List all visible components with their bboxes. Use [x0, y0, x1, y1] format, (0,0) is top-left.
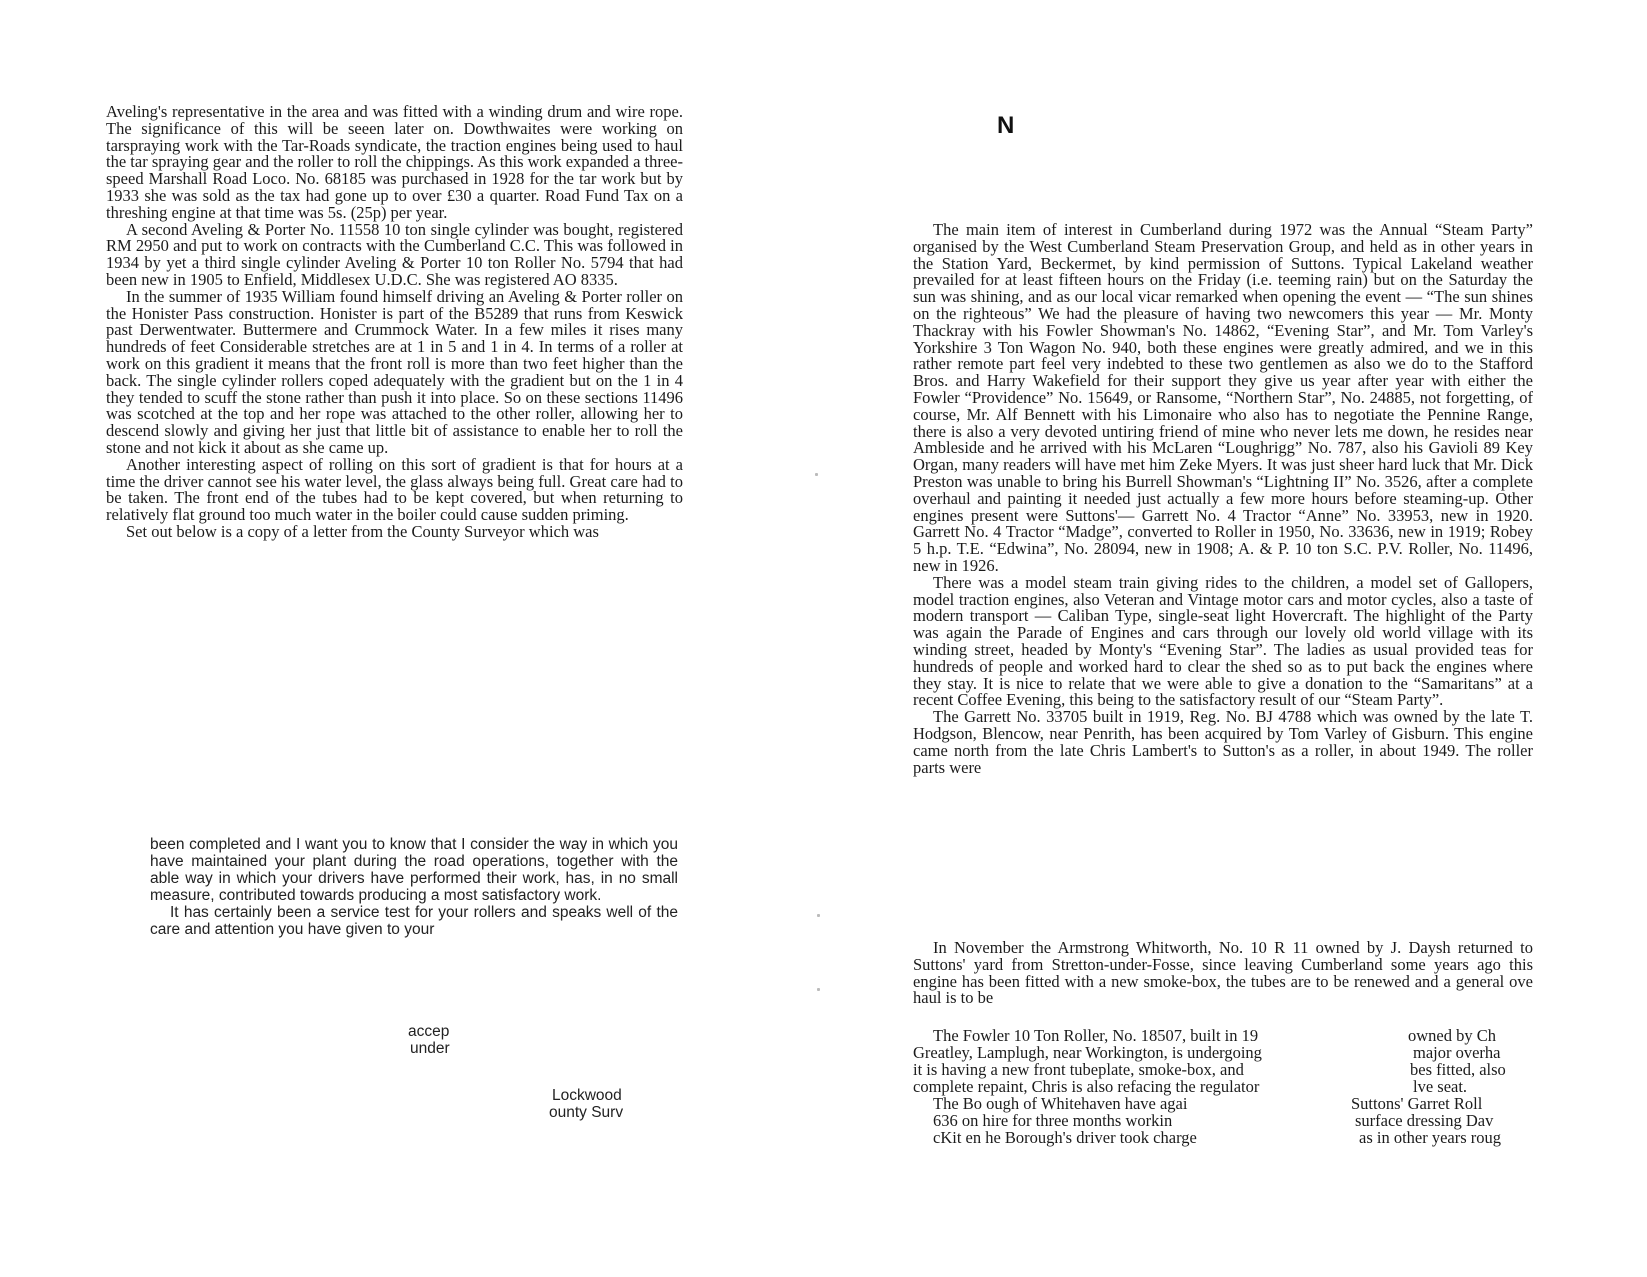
- paragraph: A second Aveling & Porter No. 11558 10 ton single cylinder was bought, registered RM 2950 and put to work on contracts with the Cumberland C.C. This was followed in 1934 by yet a third single cylinder Aveling & Porter 10 ton Roller No. 5794 that had been new in 1905 to Enfield, Middlesex U.D.C. She was registered AO 8335.: [106, 219, 683, 289]
- letter-signature-title: ounty Surv: [549, 1104, 624, 1121]
- section-initial: N: [997, 112, 1015, 139]
- fragment-line: Suttons' Garret Roll: [1351, 1094, 1483, 1113]
- left-page: [0, 0, 820, 1277]
- left-article-column: [106, 104, 683, 541]
- fragment-line: complete repaint, Chris is also refacing the regulator: [913, 1077, 1260, 1096]
- fragment-line: owned by Ch: [1408, 1026, 1496, 1045]
- paragraph: Set out below is a copy of a letter from the County Surveyor which was: [126, 521, 599, 541]
- paragraph: Another interesting aspect of rolling on this sort of gradient is that for hours at a time the driver cannot see his water level, the glass always being full. Great care had to be taken. The front end of the tubes had to be kept covered, but when returning to relatively flat ground too much water in the boiler could cause sudden priming.: [106, 454, 683, 525]
- letter-paragraph: It has certainly been a service test for your rollers and speaks well of the care and attention you have given to your: [150, 904, 678, 938]
- right-article-column: [913, 222, 1533, 776]
- november-paragraph-block: [913, 940, 1533, 1007]
- fragment-line: cKit en he Borough's driver took charge: [933, 1128, 1197, 1147]
- paragraph: In November the Armstrong Whitworth, No. 10 R 11 owned by J. Daysh returned to Suttons' yard from Stretton-under-Fosse, since leaving Cumberland some years ago this engine has been fitted with a new smoke-box, the tubes are to be renewed and a general ove haul is to be: [913, 938, 1533, 1008]
- paragraph: In the summer of 1935 William found himself driving an Aveling & Porter roller on the Honister Pass construction. Honister is part of the B5289 that runs from Keswick past Derwentwater. Buttermere and Crummock Water. In a few miles it rises many hundreds of feet Considerable stretches are at 1 in 5 and 1 in 4. In terms of a roller at work on this gradient it means that the front roll is more than two feet higher than the back. The single cylinder rollers coped adequately with the gradient but on the 1 in 4 they tended to scuff the stone rather than push it into place. So on these sections 11496 was scotched at the top and her rope was attached to the other roller, allowing her to descend slowly and giving her just that little bit of assistance to enable her to roll the stone and not kick it about as she came up.: [106, 286, 683, 457]
- paragraph: Aveling's representative in the area and was fitted with a winding drum and wire rope. The significance of this will be seeen later on. Dowthwaites were working on tarspraying work with the Tar-Roads syndicate, the traction engines being used to haul the tar spraying gear and the roller to roll the chippings. As this work expanded a three-speed Marshall Road Loco. No. 68185 was purchased in 1928 for the tar work but by 1933 she was sold as the tax had gone up to over £30 a quarter. Road Fund Tax on a threshing engine at that time was 5s. (25p) per year.: [106, 102, 683, 222]
- fragment-line: 636 on hire for three months workin: [933, 1111, 1173, 1130]
- letter-signature: Lockwood: [552, 1087, 622, 1104]
- fragment-line: The Bo ough of Whitehaven have agai: [933, 1094, 1188, 1113]
- right-page: [820, 0, 1647, 1277]
- fragment-line: lve seat.: [1413, 1077, 1468, 1096]
- letter-fragment: under: [410, 1040, 450, 1057]
- fragment-line: it is having a new front tubeplate, smoke-box, and: [913, 1060, 1244, 1079]
- borough-fragment-block: [913, 1096, 1533, 1152]
- paragraph: The Garrett No. 33705 built in 1919, Reg. No. BJ 4788 which was owned by the late T. Hodgson, Blencow, near Penrith, has been acquired by Tom Varley of Gisburn. This engine came north from the late Chris Lambert's to Sutton's as a roller, in about 1949. The roller parts were: [913, 707, 1533, 777]
- fragment-line: surface dressing Dav: [1355, 1111, 1494, 1130]
- scan-speck: [815, 473, 818, 476]
- letter-fragment: accep: [408, 1023, 450, 1040]
- fragment-line: bes fitted, also: [1410, 1060, 1506, 1079]
- fragment-line: major overha: [1413, 1043, 1501, 1062]
- fowler-fragment-block: [913, 1028, 1533, 1098]
- letter-paragraph: been completed and I want you to know that I consider the way in which you have maintained your plant during the road operations, together with the able way in which your drivers have performed their work, has, in no small measure, contributed towards producing a most satisfactory work.: [150, 836, 678, 904]
- paragraph: The main item of interest in Cumberland during 1972 was the Annual “Steam Party” organised by the West Cumberland Steam Preservation Group, and held as in other years in the Station Yard, Beckermet, by kind permission of Suttons. Typical Lakeland weather prevailed for at least fifteen hours on the Friday (i.e. teeming rain) but on the Saturday the sun was shining, and as our local vicar remarked when opening the event — “The sun shines on the righteous” We had the pleasure of having two newcomers this year — Mr. Monty Thackray with his Fowler Showman's No. 14862, “Evening Star”, and Mr. Tom Varley's Yorkshire 3 Ton Wagon No. 940, both these engines were greatly admired, and we in this rather remote part feel very indebted to these two gentlemen as also we do to the Stafford Bros. and Harry Wakefield for their support they give us year after year with either the Fowler “Providence” No. 15649, or Ransome, “Northern Star”, No. 24885, not forgetting, of course, Mr. Alf Bennett with his Limonaire who also has to negotiate the Pennine Range, there is also a very devoted untiring friend of mine who never lets me down, he resides near Ambleside and he arrived with his McLaren “Loughrigg” No. 787, also his Gavioli 89 Key Organ, many readers will have met him Zeke Myers. It was just sheer hard luck that Mr. Dick Preston was unable to bring his Burrell Showman's “Lightning II” No. 3526, after a complete overhaul and painting it needed just actually a few more hours before steaming-up. Other engines present were Suttons'— Garrett No. 4 Tractor “Anne” No. 33953, new in 1920. Garrett No. 4 Tractor “Madge”, converted to Roller in 1950, No. 33636, new in 1919; Robey 5 h.p. T.E. “Edwina”, No. 28094, new in 1908; A. & P. 10 ton S.C. P.V. Roller, No. 11496, new in 1926.: [913, 220, 1533, 575]
- fragment-line: as in other years roug: [1359, 1128, 1502, 1147]
- fragment-line: The Fowler 10 Ton Roller, No. 18507, built in 19: [933, 1026, 1259, 1045]
- fragment-line: Greatley, Lamplugh, near Workington, is undergoing: [913, 1043, 1262, 1062]
- paragraph: There was a model steam train giving rides to the children, a model set of Gallopers, model traction engines, also Veteran and Vintage motor cars and motor cycles, also a taste of modern transport — Caliban Type, single-seat light Hovercraft. The highlight of the Party was again the Parade of Engines and cars through our lovely old world village with its winding street, headed by Monty's “Evening Star”. The ladies as usual provided teas for hundreds of people and worked hard to clear the shed so as to put back the engines where they stay. It is nice to relate that we were able to give a donation to the “Samaritans” at a recent Coffee Evening, this being to the satisfactory result of our “Steam Party”.: [913, 572, 1533, 710]
- letter-excerpt: [150, 836, 678, 938]
